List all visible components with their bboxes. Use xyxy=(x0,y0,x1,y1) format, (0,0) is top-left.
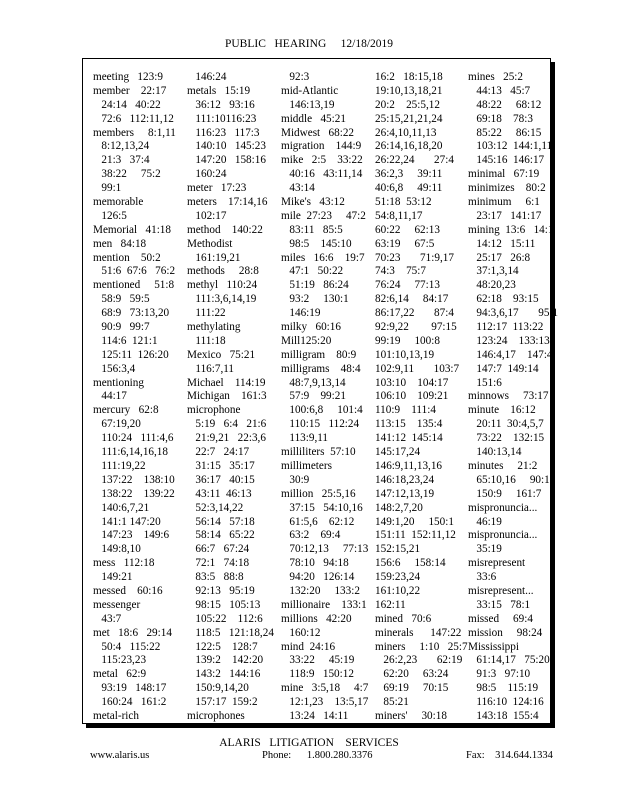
index-line: meters 17:14,16 xyxy=(187,196,268,209)
index-column-4 xyxy=(375,71,468,724)
index-line: 66:7 67:24 xyxy=(187,543,250,556)
index-line: 110:24 111:4,6 xyxy=(93,432,174,445)
index-line: 99:19 100:8 xyxy=(375,334,440,347)
index-line: 118:9 150:12 xyxy=(281,668,354,681)
index-line: 48:7,9,13,14 xyxy=(281,376,346,389)
index-line: 85:22 86:15 xyxy=(468,126,542,139)
index-line: 62:20 63:24 xyxy=(375,668,449,681)
index-line: 138:22 139:22 xyxy=(93,487,175,500)
index-line: 116:7,11 xyxy=(187,362,235,375)
index-column-1 xyxy=(93,71,176,724)
index-line: memorable xyxy=(93,196,144,209)
index-line: 51:19 86:24 xyxy=(281,279,349,292)
index-line: 159:23,24 xyxy=(375,571,421,584)
index-line: 116:10 124:16 xyxy=(468,696,544,709)
index-line: 90:9 99:7 xyxy=(93,321,150,334)
index-line: 69:18 78:3 xyxy=(468,112,533,125)
index-line: 146:13,19 xyxy=(281,98,335,111)
index-line: 20:2 25:5,12 xyxy=(375,98,440,111)
index-line: 20:11 30:4,5,7 xyxy=(468,418,544,431)
index-line: mess 112:18 xyxy=(93,557,155,570)
index-line: 99:1 xyxy=(93,182,122,195)
index-line: 38:22 75:2 xyxy=(93,168,161,181)
index-line: 72:1 74:18 xyxy=(187,557,250,570)
index-line: milky 60:16 xyxy=(281,321,341,334)
index-line: 78:10 94:18 xyxy=(281,557,349,570)
index-line: 103:10 104:17 xyxy=(375,376,449,389)
index-column-5 xyxy=(468,71,558,724)
index-line: men 84:18 xyxy=(93,237,147,250)
index-line: 140:13,14 xyxy=(468,446,522,459)
index-line: metals 15:19 xyxy=(187,84,251,97)
index-line: 160:24 161:2 xyxy=(93,696,167,709)
index-line: 85:21 xyxy=(375,696,409,709)
index-line: 114:6 121:1 xyxy=(93,334,158,347)
index-line: 68:9 73:13,20 xyxy=(93,307,170,320)
index-line: 149:1,20 150:1 xyxy=(375,515,454,528)
index-line: Mike's 43:12 xyxy=(281,196,345,209)
index-line: met 18:6 29:14 xyxy=(93,626,172,639)
index-line: Michigan 161:3 xyxy=(187,390,267,403)
website-link[interactable]: www.alaris.us xyxy=(90,750,150,761)
page-header: PUBLIC HEARING 12/18/2019 xyxy=(224,38,394,50)
index-line: 148:2,7,20 xyxy=(375,501,423,514)
index-line: 35:19 xyxy=(468,543,502,556)
index-line: Mill125:20 xyxy=(281,334,332,347)
index-line: 22:7 24:17 xyxy=(187,446,250,459)
index-line: milligram 80:9 xyxy=(281,348,357,361)
index-line: minimizes 80:2 xyxy=(468,182,546,195)
index-line: 147:12,13,19 xyxy=(375,487,435,500)
fax-number: Fax: 314.644.1334 xyxy=(466,750,553,761)
index-line: 26:14,16,18,20 xyxy=(375,140,443,153)
company-name: ALARIS LITIGATION SERVICES xyxy=(219,737,399,749)
index-line: minnows 73:17 xyxy=(468,390,549,403)
index-line: 31:15 35:17 xyxy=(187,459,255,472)
index-line: 40:6,8 49:11 xyxy=(375,182,443,195)
index-line: 160:12 xyxy=(281,626,321,639)
index-line: members 8:1,11 xyxy=(93,126,176,139)
index-line: 110:15 112:24 xyxy=(281,418,360,431)
index-line: 102:9,11 103:7 xyxy=(375,362,460,375)
index-line: meeting 123:9 xyxy=(93,71,163,83)
index-line: 118:5 121:18,24 xyxy=(187,626,274,639)
index-line: mining 13:6 14:1 xyxy=(468,223,554,236)
index-line: 100:6,8 101:4 xyxy=(281,404,363,417)
index-line: metal 62:9 xyxy=(93,668,147,681)
index-line: 162:11 xyxy=(375,598,406,611)
index-line: 54:8,11,17 xyxy=(375,209,423,222)
index-line: mind 24:16 xyxy=(281,640,336,653)
index-line: mentioned 51:8 xyxy=(93,279,175,292)
index-line: 111:6,14,16,18 xyxy=(93,446,168,459)
index-line: 149:8,10 xyxy=(93,543,141,556)
index-line: 16:2 18:15,18 xyxy=(375,71,443,83)
index-line: 63:2 69:4 xyxy=(281,529,341,542)
index-line: 69:19 70:15 xyxy=(375,682,449,695)
index-line: 50:4 115:22 xyxy=(93,640,161,653)
index-line: 110:9 111:4 xyxy=(375,404,436,417)
index-line: methods 28:8 xyxy=(187,265,259,278)
index-line: 36:17 40:15 xyxy=(187,473,255,486)
index-line: 25:17 26:8 xyxy=(468,251,531,264)
index-line: 93:2 130:1 xyxy=(281,293,349,306)
index-line: misrepresent xyxy=(468,557,526,570)
index-line: 92:9,22 97:15 xyxy=(375,321,457,334)
index-line: 139:2 142:20 xyxy=(187,654,264,667)
index-column-2 xyxy=(187,71,274,724)
index-line: 12:1,23 13:5,17 xyxy=(281,696,369,709)
index-line: 23:17 141:17 xyxy=(468,209,542,222)
index-line: 152:15,21 xyxy=(375,543,421,556)
index-line: 147:23 149:6 xyxy=(93,529,170,542)
index-line: 111:10116:23 xyxy=(187,112,257,125)
index-line: 58:9 59:5 xyxy=(93,293,150,306)
index-line: 98:5 115:19 xyxy=(468,682,539,695)
index-line: minimal 67:19 xyxy=(468,168,540,181)
index-line: 145:16 146:17 xyxy=(468,154,545,167)
index-line: 160:24 xyxy=(187,168,227,181)
index-line: 8:12,13,24 xyxy=(93,140,150,153)
index-line: methyl 110:24 xyxy=(187,279,258,292)
index-line: 65:10,16 90:11 xyxy=(468,473,555,486)
index-line: mines 25:2 xyxy=(468,71,524,83)
index-line: 146:9,11,13,16 xyxy=(375,459,443,472)
index-line: 91:3 97:10 xyxy=(468,668,531,681)
index-line: 137:22 138:10 xyxy=(93,473,175,486)
index-line: 143:2 144:16 xyxy=(187,668,261,681)
index-line: 92:13 95:19 xyxy=(187,584,255,597)
index-line: 52:3,14,22 xyxy=(187,501,244,514)
index-line: 111:3,6,14,19 xyxy=(187,293,257,306)
index-line: 21:3 37:4 xyxy=(93,154,150,167)
index-line: 156:3,4 xyxy=(93,362,136,375)
index-line: mine 3:5,18 4:7 xyxy=(281,682,369,695)
index-line: 116:23 117:3 xyxy=(187,126,260,139)
index-line: mile 27:23 47:2 xyxy=(281,209,366,222)
index-line: 37:15 54:10,16 xyxy=(281,501,363,514)
index-line: millionaire 133:1 xyxy=(281,598,367,611)
index-line: 14:12 15:11 xyxy=(468,237,536,250)
index-line: 146:4,17 147:4 xyxy=(468,348,553,361)
index-line: 51:6 67:6 76:2 xyxy=(93,265,176,278)
index-line: 40:16 43:11,14 xyxy=(281,168,363,181)
index-line: million 25:5,16 xyxy=(281,487,356,500)
index-line: missed 69:4 xyxy=(468,612,533,625)
index-line: minutes 21:2 xyxy=(468,459,538,472)
index-line: 51:18 53:12 xyxy=(375,196,432,209)
index-line: 122:5 128:7 xyxy=(187,640,258,653)
index-line: 74:3 75:7 xyxy=(375,265,426,278)
index-line: 33:22 45:19 xyxy=(281,654,355,667)
index-line: 19:10,13,18,21 xyxy=(375,84,443,97)
index-line: 140:6,7,21 xyxy=(93,501,150,514)
index-line: 149:21 xyxy=(93,571,133,584)
index-line: 36:2,3 39:11 xyxy=(375,168,443,181)
index-line: millimeters xyxy=(281,459,332,472)
index-line: 36:12 93:16 xyxy=(187,98,255,111)
index-line: Mexico 75:21 xyxy=(187,348,256,361)
index-line: 82:6,14 84:17 xyxy=(375,293,449,306)
index-line: minerals 147:22 xyxy=(375,626,462,639)
index-line: 26:2,23 62:19 xyxy=(375,654,463,667)
index-line: mentioning xyxy=(93,376,144,389)
index-line: 83:11 85:5 xyxy=(281,223,343,236)
index-line: messenger xyxy=(93,598,141,611)
index-line: mined 70:6 xyxy=(375,612,432,625)
index-line: 111:19,22 xyxy=(93,459,146,472)
index-line: 33:6 xyxy=(468,571,497,584)
index-line: 161:19,21 xyxy=(187,251,241,264)
index-line: 146:24 xyxy=(187,71,227,83)
index-line: 147:20 158:16 xyxy=(187,154,266,167)
index-table xyxy=(82,58,559,724)
index-line: 157:17 159:2 xyxy=(187,696,258,709)
index-column-3 xyxy=(281,71,368,724)
index-line: 43:11 46:13 xyxy=(187,487,252,500)
index-line: 5:19 6:4 21:6 xyxy=(187,418,267,431)
index-line: 57:9 99:21 xyxy=(281,390,346,403)
index-line: 13:24 14:11 xyxy=(281,709,349,722)
index-line: 44:13 45:7 xyxy=(468,84,531,97)
index-line: 101:10,13,19 xyxy=(375,348,435,361)
index-line: 94:20 126:14 xyxy=(281,571,355,584)
index-line: 76:24 77:13 xyxy=(375,279,440,292)
index-line: 70:12,13 77:13 xyxy=(281,543,369,556)
index-line: 70:23 71:9,17 xyxy=(375,251,454,264)
index-line: 30:9 xyxy=(281,473,310,486)
index-line: messed 60:16 xyxy=(93,584,163,597)
index-line: 145:17,24 xyxy=(375,446,421,459)
index-line: milliliters 57:10 xyxy=(281,446,356,459)
index-line: 111:18 xyxy=(187,334,226,347)
index-line: 106:10 109:21 xyxy=(375,390,449,403)
index-line: 115:23,23 xyxy=(93,654,147,667)
index-line: 123:24 133:13 xyxy=(468,334,550,347)
index-line: 93:19 148:17 xyxy=(93,682,167,695)
index-line: 60:22 62:13 xyxy=(375,223,440,236)
index-line: Methodist xyxy=(187,237,233,250)
index-line: 146:19 xyxy=(281,307,321,320)
index-line: mispronuncia... xyxy=(468,529,538,542)
index-line: 126:5 xyxy=(93,209,127,222)
index-line: mike 2:5 33:22 xyxy=(281,154,363,167)
index-line: 24:14 40:22 xyxy=(93,98,161,111)
index-line: 143:18 155:4 xyxy=(468,709,539,722)
index-line: 72:6 112:11,12 xyxy=(93,112,174,125)
index-line: microphones xyxy=(187,709,245,722)
index-line: 147:7 149:14 xyxy=(468,362,539,375)
index-line: Mississippi xyxy=(468,640,519,653)
index-line: 86:17,22 87:4 xyxy=(375,307,454,320)
index-line: 44:17 xyxy=(93,390,127,403)
index-line: middle 45:21 xyxy=(281,112,346,125)
index-line: 113:15 135:4 xyxy=(375,418,443,431)
index-line: member 22:17 xyxy=(93,84,167,97)
index-line: miners 1:10 25:7 xyxy=(375,640,468,653)
index-line: mid-Atlantic xyxy=(281,84,339,97)
index-line: 46:19 xyxy=(468,515,502,528)
index-line: 43:7 xyxy=(93,612,122,625)
index-line: 151:11 152:11,12 xyxy=(375,529,456,542)
phone-number: Phone: 1.800.280.3376 xyxy=(262,750,373,761)
index-line: 62:18 93:15 xyxy=(468,293,539,306)
index-line: 83:5 88:8 xyxy=(187,571,244,584)
index-line: 125:11 126:20 xyxy=(93,348,169,361)
index-line: 150:9,14,20 xyxy=(187,682,249,695)
index-line: misrepresent... xyxy=(468,584,534,597)
index-line: 161:10,22 xyxy=(375,584,421,597)
index-line: 150:9 161:7 xyxy=(468,487,542,500)
index-line: 141:1 147:20 xyxy=(93,515,161,528)
index-line: 132:20 133:2 xyxy=(281,584,360,597)
index-line: miners' 30:18 xyxy=(375,709,447,722)
index-line: 112:17 113:22 xyxy=(468,321,544,334)
index-line: microphone xyxy=(187,404,241,417)
index-line: 33:15 78:1 xyxy=(468,598,531,611)
index-line: 105:22 112:6 xyxy=(187,612,263,625)
index-line: 61:5,6 62:12 xyxy=(281,515,355,528)
index-line: 141:12 145:14 xyxy=(375,432,443,445)
index-line: minimum 6:1 xyxy=(468,196,540,209)
index-line: 113:9,11 xyxy=(281,432,329,445)
index-line: Michael 114:19 xyxy=(187,376,266,389)
index-line: 98:5 145:10 xyxy=(281,237,352,250)
index-line: 43:14 xyxy=(281,182,315,195)
index-line: miles 16:6 19:7 xyxy=(281,251,365,264)
index-line: 73:22 132:15 xyxy=(468,432,545,445)
index-line: 146:18,23,24 xyxy=(375,473,435,486)
index-line: millions 42:20 xyxy=(281,612,352,625)
index-line: 98:15 105:13 xyxy=(187,598,261,611)
index-line: method 140:22 xyxy=(187,223,263,236)
index-line: 26:4,10,11,13 xyxy=(375,126,437,139)
index-line: 111:22 xyxy=(187,307,226,320)
index-line: mission 98:24 xyxy=(468,626,543,639)
index-line: 151:6 xyxy=(468,376,502,389)
index-line: 48:22 68:12 xyxy=(468,98,542,111)
index-line: 92:3 xyxy=(281,71,310,83)
index-line: mispronuncia... xyxy=(468,501,538,514)
index-line: metal-rich xyxy=(93,709,139,722)
index-line: 63:19 67:5 xyxy=(375,237,435,250)
index-line: 94:3,6,17 95:1 xyxy=(468,307,559,320)
index-line: meter 17:23 xyxy=(187,182,247,195)
index-line: Midwest 68:22 xyxy=(281,126,355,139)
index-line: minute 16:12 xyxy=(468,404,536,417)
index-line: mercury 62:8 xyxy=(93,404,159,417)
index-line: 140:10 145:23 xyxy=(187,140,266,153)
index-line: 67:19,20 xyxy=(93,418,141,431)
index-line: 56:14 57:18 xyxy=(187,515,255,528)
index-line: 47:1 50:22 xyxy=(281,265,344,278)
index-line: 102:17 xyxy=(187,209,227,222)
index-line: methylating xyxy=(187,321,241,334)
index-line: 25:15,21,21,24 xyxy=(375,112,443,125)
index-line: 37:1,3,14 xyxy=(468,265,519,278)
index-line: 48:20,23 xyxy=(468,279,516,292)
index-line: 58:14 65:22 xyxy=(187,529,255,542)
index-line: milligrams 48:4 xyxy=(281,362,361,375)
index-line: migration 144:9 xyxy=(281,140,362,153)
index-line: mention 50:2 xyxy=(93,251,161,264)
index-line: 26:22,24 27:4 xyxy=(375,154,454,167)
index-line: 61:14,17 75:20 xyxy=(468,654,550,667)
index-line: 156:6 158:14 xyxy=(375,557,446,570)
index-line: Memorial 41:18 xyxy=(93,223,171,236)
index-line: 103:12 144:1,11 xyxy=(468,140,553,153)
index-line: 21:9,21 22:3,6 xyxy=(187,432,266,445)
